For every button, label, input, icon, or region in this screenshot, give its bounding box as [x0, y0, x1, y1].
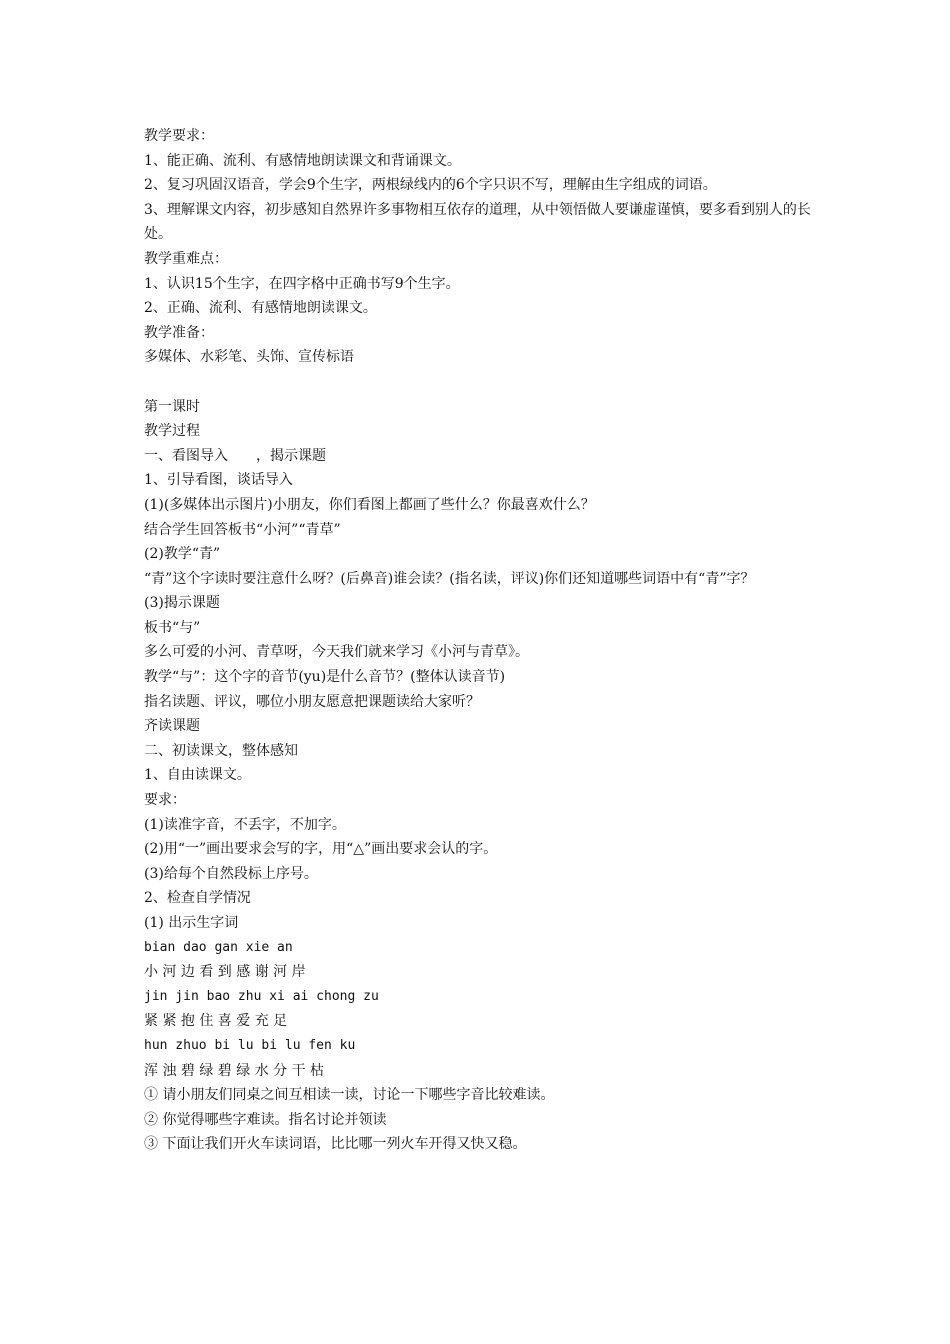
pinyin-row: bian dao gan xie an [144, 939, 293, 955]
step-item: 1、自由读课文。 [144, 767, 251, 784]
step-item: (3)给每个自然段标上序号。 [144, 865, 318, 882]
step-item: (3)揭示课题 [144, 595, 220, 612]
step-item: 指名读题、评议，哪位小朋友愿意把课题读给大家听？ [144, 693, 480, 710]
lesson-title: 第一课时 [144, 398, 200, 415]
preparation-items: 多媒体、水彩笔、头饰、宣传标语 [144, 349, 354, 366]
character-row: 浑 浊 碧 绿 碧 绿 水 分 干 枯 [144, 1062, 325, 1079]
step-item: (1) 出示生字词 [144, 915, 239, 931]
section-heading-preparation: 教学准备： [144, 324, 214, 341]
step-item: 1、引导看图，谈话导入 [144, 472, 293, 489]
step-item: 齐读课题 [144, 718, 200, 735]
key-point-item-2: 2、正确、流利、有感情地朗读课文。 [144, 300, 377, 317]
pinyin-row: hun zhuo bi lu bi lu fen ku [144, 1037, 356, 1053]
step-heading-1: 一、看图导入 ，揭示课题 [144, 447, 326, 464]
step-item: (1)(多媒体出示图片)小朋友，你们看图上都画了些什么？你最喜欢什么？ [144, 496, 595, 513]
document-body [144, 124, 824, 1157]
step-item: 多么可爱的小河、青草呀，今天我们就来学习《小河与青草》。 [144, 644, 529, 661]
step-item: ② 你觉得哪些字难读。指名讨论并领读 [144, 1111, 387, 1128]
blank-line [144, 370, 824, 395]
requirement-item-1: 1、能正确、流利、有感情地朗读课文和背诵课文。 [144, 152, 461, 169]
section-heading-requirements: 教学要求： [144, 128, 214, 144]
step-item: ③ 下面让我们开火车读词语，比比哪一列火车开得又快又稳。 [144, 1136, 527, 1153]
step-item: 结合学生回答板书“小河”“青草” [144, 521, 341, 538]
key-point-item-1: 1、认识15个生字，在四字格中正确书写9个生字。 [144, 275, 460, 292]
character-row: 紧 紧 抱 住 喜 爱 充 足 [144, 1013, 288, 1030]
pinyin-row: jin jin bao zhu xi ai chong zu [144, 988, 379, 1004]
step-item: (2)教学“青” [144, 546, 221, 563]
step-heading-2: 二、初读课文，整体感知 [144, 742, 298, 759]
step-item: 教学“与”：这个字的音节(yu)是什么音节？(整体认读音节) [144, 669, 506, 686]
requirement-item-3: 3、理解课文内容，初步感知自然界许多事物相互依存的道理，从中领悟做人要谦虚谨慎，要多看到别人的长处。 [144, 201, 811, 243]
step-item: (1)读准字音，不丢字，不加字。 [144, 816, 346, 833]
step-item: 2、检查自学情况 [144, 890, 251, 907]
step-item: ① 请小朋友们同桌之间互相读一读，讨论一下哪些字音比较难读。 [144, 1087, 555, 1104]
step-item: (2)用“一”画出要求会写的字，用“△”画出要求会认的字。 [144, 841, 498, 858]
character-row: 小 河 边 看 到 感 谢 河 岸 [144, 964, 306, 981]
step-item: 板书“与” [144, 619, 201, 636]
section-heading-process: 教学过程 [144, 423, 200, 440]
step-item: 要求： [144, 792, 186, 809]
section-heading-key-points: 教学重难点： [144, 250, 228, 267]
step-item: “青”这个字读时要注意什么呀？(后鼻音)谁会读？(指名读，评议)你们还知道哪些词语中有“青”字？ [144, 570, 755, 587]
requirement-item-2: 2、复习巩固汉语音，学会9个生字，两根绿线内的6个字只识不写，理解由生字组成的词语。 [144, 177, 717, 194]
